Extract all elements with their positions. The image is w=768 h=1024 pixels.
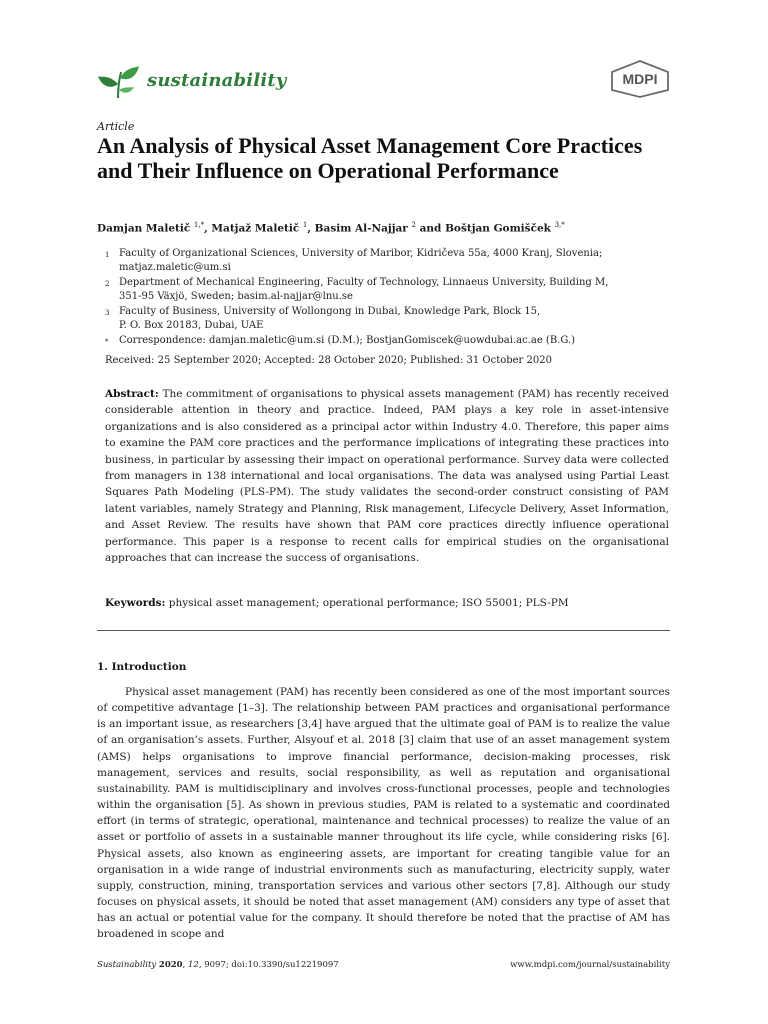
author-list <box>97 221 565 235</box>
affiliation-email: matjaz.maletic@um.si <box>119 262 231 273</box>
author-affiliation-marker: 1,* <box>193 221 205 229</box>
affiliation-1 <box>105 247 602 275</box>
footer-year: 2020 <box>158 960 183 970</box>
footer-volume: 12 <box>188 960 199 970</box>
author-affiliation-marker: 3,* <box>554 221 565 229</box>
affiliation-number: 2 <box>105 280 110 288</box>
affiliation-3 <box>105 305 540 333</box>
author-name: Boštjan Gomišček <box>445 222 555 235</box>
author-name: Basim Al-Najjar <box>314 222 412 235</box>
keywords <box>105 597 669 609</box>
author-separator: , <box>307 222 315 235</box>
introduction-paragraph: Physical asset management (PAM) has recently been considered as one of the most important sources of competitive advantage [1–3]. The relationship between PAM practices and organisational performance is an important issue, as researchers [3,4] have argued that the ultimate goal of PAM is to realize the value of an organisation’s assets. Further, Alsyouf et al. 2018 [3] claim that use of an asset management system (AMS) helps organisations to improve financial performance, decision-making processes, risk management, services and results, social responsibility, as well as reputation and organisational sustainability. PAM is multidisciplinary and involves cross-functional processes, people and technologies within the organisation [5]. As shown in previous studies, PAM is related to a systematic and coordinated effort (in terms of strategic, operational, maintenance and technical processes) to realize the value of an asset or portfolio of assets in a sustainable manner throughout its life cycle, while considering risks [6]. Physical assets, also known as engineering assets, are important for creating tangible value for an organisation in a wide range of industrial environments such as manufacturing, electricity supply, water supply, construction, mining, transportation services and various other sectors [7,8]. Although our study focuses on physical assets, it should be noted that asset management (AM) considers any type of asset that has an actual or potential value for the company. It should therefore be noted that the practise of AM has broadened in scope and <box>97 686 670 941</box>
mdpi-logo-icon <box>610 60 670 98</box>
correspondence <box>105 334 575 348</box>
affiliation-text: Department of Mechanical Engineering, Faculty of Technology, Linnaeus University, Building M, <box>119 277 609 288</box>
abstract-text: The commitment of organisations to physical assets management (PAM) has recently received considerable attention in theory and practice. Indeed, PAM plays a key role in asset-intensive organizations and is also considered as a principal actor within Industry 4.0. Therefore, this paper aims to examine the PAM core practices and the performance implications of integrating these practices into business, in particular by assessing their impact on operational performance. Survey data were collected from managers in 138 international and local organisations. The data was analysed using Partial Least Squares Path Modeling (PLS-PM). The study validates the second-order construct consisting of PAM latent variables, namely Strategy and Planning, Risk management, Lifecycle Delivery, Asset Information, and Asset Review. The results have shown that PAM core practices directly influence operational performance. This paper is a response to recent calls for empirical studies on the organisational approaches that can increase the success of organisations. <box>105 388 670 565</box>
abstract <box>105 386 669 566</box>
section-divider <box>97 630 670 631</box>
correspondence-text: Correspondence: damjan.maletic@um.si (D.M.); BostjanGomiscek@uowdubai.ac.ae (B.G.) <box>119 335 576 346</box>
publication-dates: Received: 25 September 2020; Accepted: 28 October 2020; Published: 31 October 2020 <box>105 355 552 366</box>
author-name: Matjaž Maletič <box>211 222 303 235</box>
author-separator: and <box>415 222 446 235</box>
footer-citation: Sustainability 2020, 12, 9097; doi:10.3390/su12219097 <box>97 960 339 970</box>
footer-journal-link[interactable]: www.mdpi.com/journal/sustainability <box>510 960 670 970</box>
publisher-name: MDPI <box>622 71 658 87</box>
author-affiliation-marker: 2 <box>411 221 416 229</box>
footer-doi: , 9097; doi:10.3390/su12219097 <box>198 960 339 970</box>
sustainability-leaf-logo-icon <box>97 62 141 100</box>
affiliation-text: Faculty of Organizational Sciences, University of Maribor, Kidričeva 55a, 4000 Kranj, Slovenia; <box>119 248 603 259</box>
author-separator: , <box>204 222 212 235</box>
page-title: An Analysis of Physical Asset Management Core Practices and Their Influence on Operational Performance <box>97 133 643 183</box>
affiliation-address: P. O. Box 20183, Dubai, UAE <box>119 320 264 331</box>
keywords-label: Keywords: <box>105 597 166 609</box>
affiliation-email: 351-95 Växjö, Sweden; basim.al-najjar@lnu.se <box>119 291 353 302</box>
author-name: Damjan Maletič <box>97 222 194 235</box>
affiliation-number: 1 <box>105 251 110 259</box>
affiliation-text: Faculty of Business, University of Wollongong in Dubai, Knowledge Park, Block 15, <box>119 306 541 317</box>
abstract-label: Abstract: <box>105 388 159 400</box>
affiliation-number: 3 <box>105 309 110 317</box>
journal-name: sustainability <box>147 70 287 91</box>
affiliation-2 <box>105 276 608 304</box>
author-affiliation-marker: 1 <box>302 221 308 229</box>
footer-journal: Sustainability <box>97 960 157 970</box>
correspondence-marker: * <box>105 338 109 346</box>
keywords-text: physical asset management; operational performance; ISO 55001; PLS-PM <box>168 597 569 609</box>
section-heading: 1. Introduction <box>97 661 187 673</box>
article-type: Article <box>97 120 135 133</box>
